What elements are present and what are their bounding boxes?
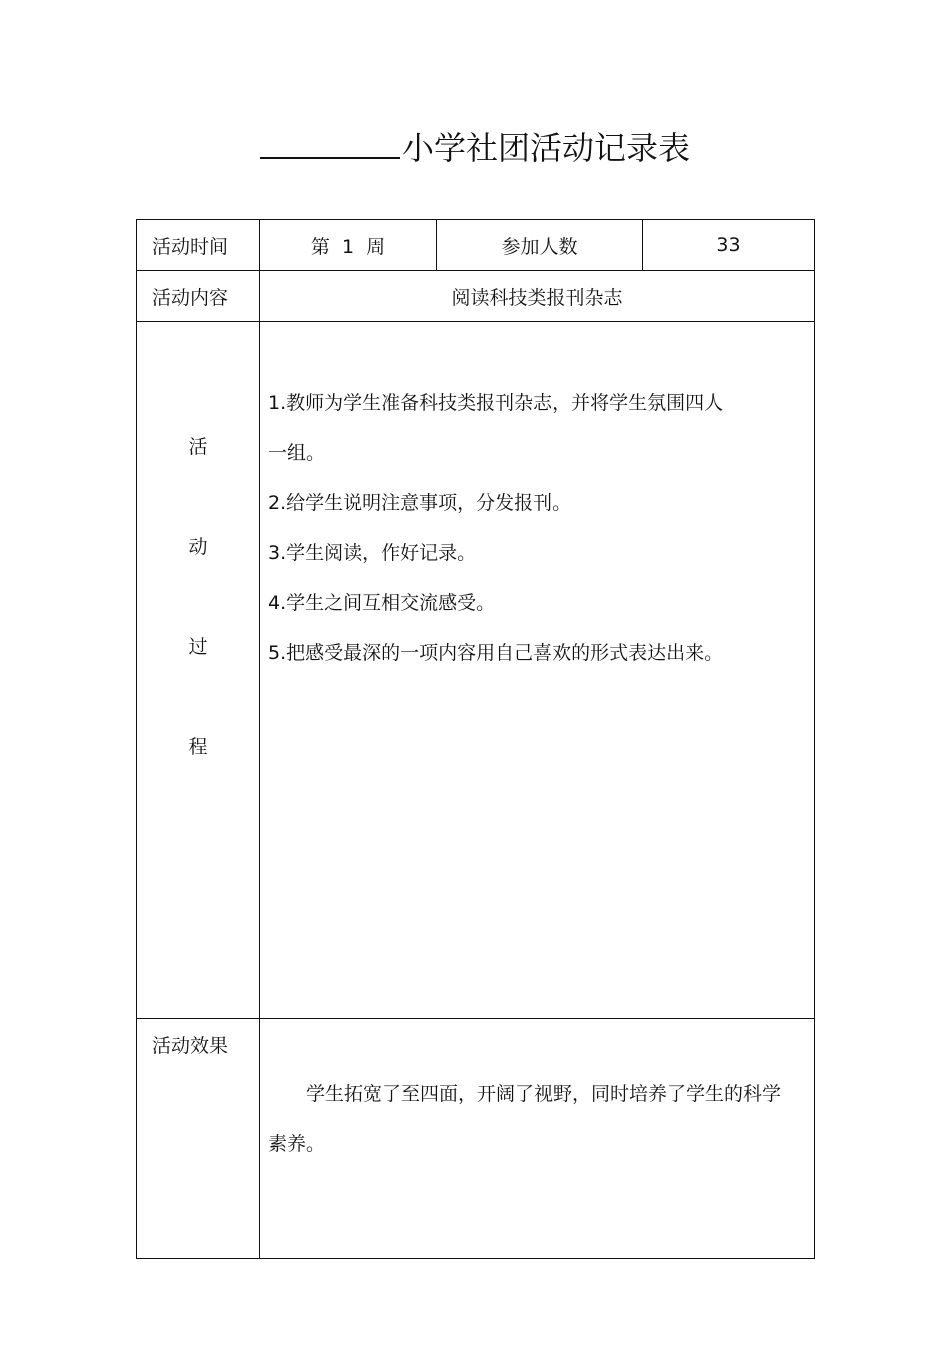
week-cell	[260, 220, 437, 271]
process-step: 2.给学生说明注意事项，分发报刊。	[268, 492, 572, 514]
process-label-char: 程	[188, 736, 208, 758]
process-step: 4.学生之间互相交流感受。	[268, 592, 496, 614]
process-label-char: 动	[188, 536, 208, 558]
participants-count: 33	[643, 220, 815, 271]
process-step: 一组。	[268, 442, 326, 464]
title-text: 小学社团活动记录表	[401, 129, 690, 167]
week-suffix: 周	[366, 235, 386, 258]
table-row-time	[137, 220, 815, 271]
table-row-process	[137, 322, 815, 1019]
process-label-char: 过	[188, 636, 208, 658]
table-row-content	[137, 271, 815, 322]
process-label	[137, 322, 260, 1019]
effect-text: 学生拓宽了至四面，开阔了视野，同时培养了学生的科学素养。	[268, 1083, 782, 1155]
table-row-effect	[137, 1019, 815, 1259]
week-number: 1	[341, 235, 355, 258]
participants-label: 参加人数	[437, 220, 643, 271]
content-label: 活动内容	[137, 271, 260, 322]
time-label: 活动时间	[137, 220, 260, 271]
week-prefix: 第	[310, 235, 330, 258]
school-name-blank	[260, 127, 400, 159]
page-title	[0, 126, 950, 170]
content-value: 阅读科技类报刊杂志	[260, 271, 815, 322]
process-step: 1.教师为学生准备科技类报刊杂志，并将学生氛围四人	[268, 392, 724, 414]
effect-label: 活动效果	[137, 1019, 260, 1259]
process-step: 3.学生阅读，作好记录。	[268, 542, 477, 564]
effect-cell	[260, 1019, 815, 1259]
process-steps	[260, 322, 815, 1019]
process-label-char: 活	[188, 436, 208, 458]
activity-record-table	[136, 219, 815, 1259]
process-step: 5.把感受最深的一项内容用自己喜欢的形式表达出来。	[268, 642, 724, 664]
